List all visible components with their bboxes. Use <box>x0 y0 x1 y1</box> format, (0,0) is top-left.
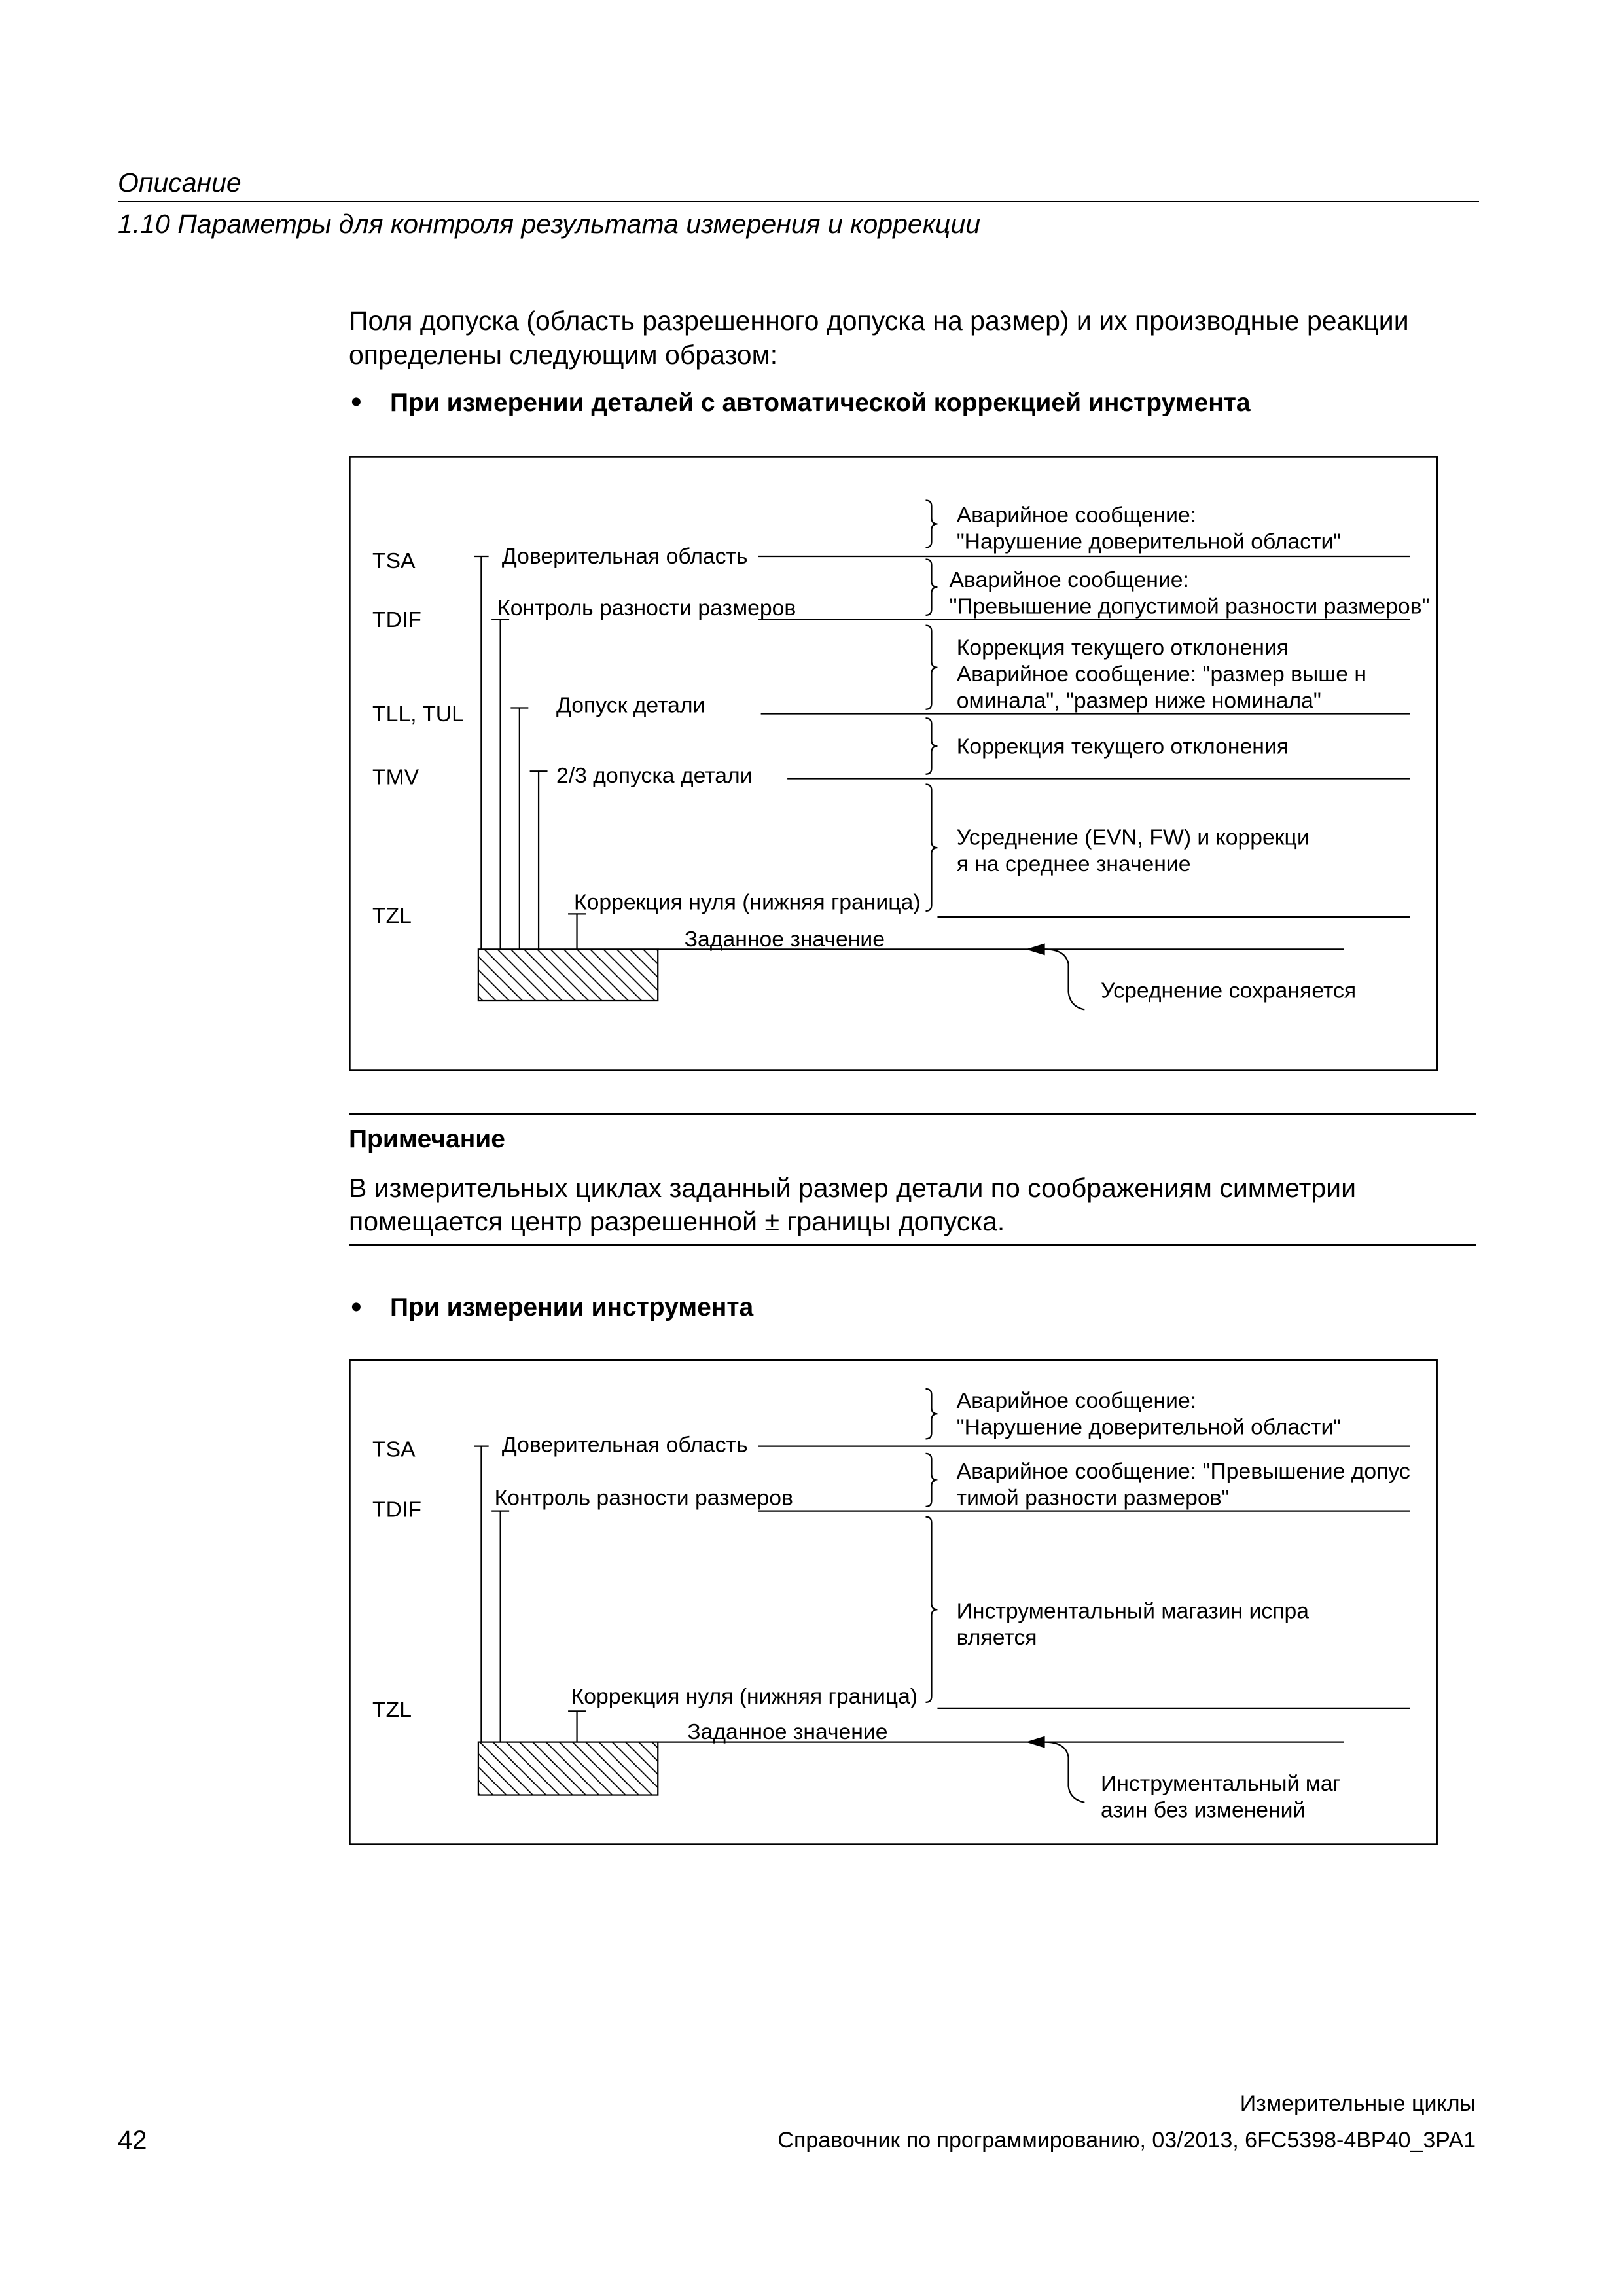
parameter-label-tzl: TZL <box>372 903 412 928</box>
footer-chapter: Измерительные циклы <box>1240 2091 1476 2116</box>
reaction-text: Усреднение (EVN, FW) и коррекци <box>956 825 1310 850</box>
footer-document-info: Справочник по программированию, 03/2013, 6FC5398-4BP40_3PA1 <box>777 2128 1476 2153</box>
workpiece-tolerance-diagram <box>349 456 1438 1071</box>
limit-label-difference-check: Контроль разности размеров <box>497 595 796 620</box>
parameter-label-tdif: TDIF <box>372 607 421 632</box>
reaction-text: Аварийное сообщение: <box>949 567 1189 593</box>
brace <box>925 784 937 910</box>
reaction-text: Аварийное сообщение: <box>956 1388 1197 1414</box>
brace <box>925 626 937 709</box>
tsa-bracket <box>474 1446 488 1742</box>
running-header-subsection: 1.10 Параметры для контроля результата измерения и коррекции <box>118 209 981 239</box>
brace <box>925 1454 937 1507</box>
setpoint-note-leader <box>1045 949 1085 1009</box>
brace <box>925 1389 937 1439</box>
limit-label-difference-check: Контроль разности размеров <box>494 1485 793 1511</box>
tdif-bracket <box>491 1511 509 1742</box>
tmv-bracket <box>530 771 548 949</box>
tdif-bracket <box>491 620 509 950</box>
note-top-rule <box>349 1113 1476 1115</box>
tll-tul-bracket <box>510 708 528 950</box>
setpoint-arrow-head <box>1026 943 1044 955</box>
page-number: 42 <box>118 2126 147 2155</box>
setpoint-note: Инструментальный маг <box>1101 1770 1341 1796</box>
note-line: помещается центр разрешенной ± границы допуска. <box>349 1206 1005 1236</box>
reaction-text: Аварийное сообщение: "размер выше н <box>956 662 1367 687</box>
setpoint-note: Усреднение сохраняется <box>1101 978 1357 1003</box>
reaction-text: "Нарушение доверительной области" <box>956 1414 1342 1440</box>
parameter-label-tll-tul: TLL, TUL <box>372 701 464 726</box>
limit-label-zero-offset: Коррекция нуля (нижняя граница) <box>574 889 921 915</box>
running-header-section: Описание <box>118 168 241 198</box>
setpoint-arrow-head <box>1026 1736 1044 1748</box>
intro-line: определены следующим образом: <box>349 340 778 370</box>
reaction-text: "Превышение допустимой разности размеров" <box>949 594 1430 619</box>
brace <box>925 1517 937 1702</box>
parameter-label-tmv: TMV <box>372 764 419 790</box>
reaction-text: Аварийное сообщение: "Превышение допус <box>956 1459 1410 1484</box>
reaction-text: Коррекция текущего отклонения <box>956 734 1289 759</box>
limit-label-trust-region: Доверительная область <box>501 1432 748 1458</box>
parameter-label-tzl: TZL <box>372 1697 412 1723</box>
limit-label-zero-offset: Коррекция нуля (нижняя граница) <box>571 1684 918 1710</box>
tzl-bracket <box>568 1711 586 1742</box>
tool-tolerance-diagram <box>349 1359 1438 1845</box>
setpoint-label: Заданное значение <box>687 1719 888 1745</box>
parameter-label-tdif: TDIF <box>372 1497 421 1522</box>
note-line: В измерительных циклах заданный размер детали по соображениям симметрии <box>349 1173 1356 1203</box>
tool-case-heading: При измерении инструмента <box>390 1293 754 1321</box>
parameter-label-tsa: TSA <box>372 548 416 573</box>
brace <box>925 718 937 774</box>
reaction-text: тимой разности размеров" <box>956 1485 1230 1511</box>
setpoint-label: Заданное значение <box>684 926 885 952</box>
reaction-text: оминала", "размер ниже номинала" <box>956 688 1321 713</box>
tzl-bracket <box>568 914 586 949</box>
intro-line: Поля допуска (область разрешенного допуска на размер) и их производные реакции <box>349 306 1409 336</box>
header-rule <box>118 201 1479 202</box>
brace <box>925 500 937 547</box>
parameter-label-tsa: TSA <box>372 1437 416 1462</box>
setpoint-note: азин без изменений <box>1101 1797 1306 1823</box>
workpiece-case-heading: При измерении деталей с автоматической коррекцией инструмента <box>390 389 1251 417</box>
reaction-text: я на среднее значение <box>956 852 1191 877</box>
brace <box>925 559 937 615</box>
setpoint-note-leader <box>1045 1742 1085 1803</box>
reaction-text: Аварийное сообщение: <box>956 503 1197 528</box>
reaction-text: Инструментальный магазин испра <box>956 1598 1309 1624</box>
workpiece-hatched-block <box>478 949 658 1001</box>
tsa-bracket <box>474 556 488 949</box>
tool-hatched-block <box>478 1742 658 1795</box>
note-title: Примечание <box>349 1125 505 1153</box>
limit-label-two-thirds: 2/3 допуска детали <box>556 763 753 789</box>
reaction-text: вляется <box>956 1625 1037 1651</box>
limit-label-tolerance: Допуск детали <box>556 692 705 718</box>
note-bottom-rule <box>349 1244 1476 1246</box>
reaction-text: Коррекция текущего отклонения <box>956 635 1289 660</box>
limit-label-trust-region: Доверительная область <box>501 544 748 569</box>
bullet-marker: • <box>351 385 362 420</box>
bullet-marker: • <box>351 1290 362 1325</box>
reaction-text: "Нарушение доверительной области" <box>956 529 1342 554</box>
